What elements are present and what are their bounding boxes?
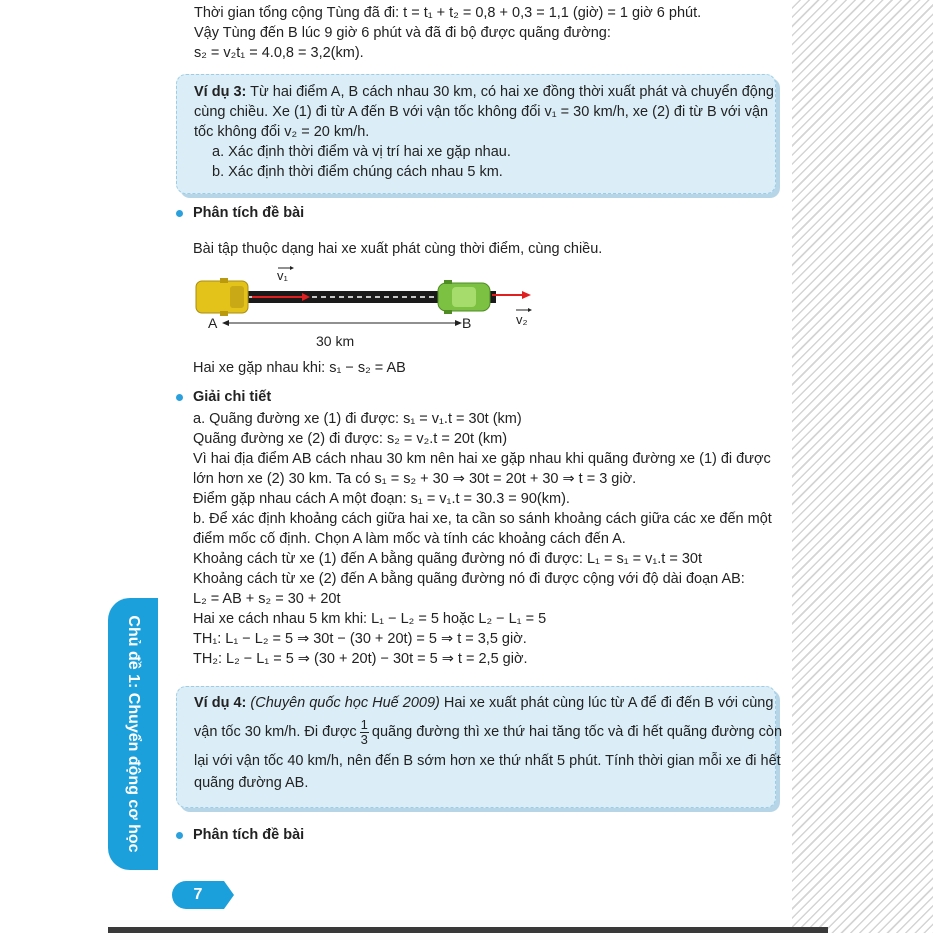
- v2-label: v₂: [516, 312, 528, 327]
- bullet-icon: [176, 394, 183, 401]
- bottom-rule: [108, 927, 828, 933]
- solution-line: Khoảng cách từ xe (2) đến A bằng quãng đường nó đi được cộng với độ dài đoạn AB:: [193, 571, 745, 587]
- v2-arrow-head: [522, 291, 531, 299]
- example-4-source: (Chuyên quốc học Huế 2009): [250, 695, 440, 711]
- section-heading: Phân tích đề bài: [193, 827, 305, 843]
- example-3-line: a. Xác định thời điểm và vị trí hai xe gặp nhau.: [212, 144, 511, 160]
- example-4-text: quãng đường thì xe thứ hai tăng tốc và đi hết quãng đường còn: [371, 724, 783, 740]
- solution-line: Điểm gặp nhau cách A một đoạn: s₁ = v₁.t = 30.3 = 90(km).: [193, 491, 570, 507]
- example-3-line: [194, 83, 774, 101]
- section-intro: Bài tập thuộc dạng hai xe xuất phát cùng thời điểm, cùng chiều.: [193, 241, 603, 257]
- solution-line: b. Để xác định khoảng cách giữa hai xe, ta cần so sánh khoảng cách giữa các xe đến một: [193, 511, 772, 527]
- section-heading: Giải chi tiết: [193, 389, 272, 405]
- example-3-line: tốc không đổi v₂ = 20 km/h.: [194, 124, 370, 140]
- solution-line: Khoảng cách từ xe (1) đến A bằng quãng đường nó đi được: L₁ = s₁ = v₁.t = 30t: [193, 551, 703, 567]
- v1-label: v₁: [277, 268, 288, 283]
- meet-condition: Hai xe gặp nhau khi: s₁ − s₂ = AB: [193, 360, 406, 376]
- solution-line: TH₂: L₂ − L₁ = 5 ⇒ (30 + 20t) − 30t = 5 ⇒ t = 2,5 giờ.: [193, 651, 528, 667]
- distance-label: 30 km: [316, 333, 355, 349]
- bullet-icon: [176, 832, 183, 839]
- label-b: B: [462, 315, 472, 331]
- solution-line: Hai xe cách nhau 5 km khi: L₁ − L₂ = 5 hoặc L₂ − L₁ = 5: [193, 611, 547, 627]
- bullet-icon: [176, 210, 183, 217]
- solution-line: TH₁: L₁ − L₂ = 5 ⇒ 30t − (30 + 20t) = 5 ⇒ t = 3,5 giờ.: [193, 631, 527, 647]
- car-2: [438, 280, 490, 314]
- page-number: 7: [172, 881, 224, 909]
- solution-line: Quãng đường xe (2) đi được: s₂ = v₂.t = 20t (km): [193, 431, 508, 447]
- solution-line: Vì hai địa điểm AB cách nhau 30 km nên hai xe gặp nhau khi quãng đường xe (1) đi được: [193, 451, 771, 467]
- fraction: [360, 718, 369, 747]
- solution-line: L₂ = AB + s₂ = 30 + 20t: [193, 591, 341, 607]
- label-a: A: [208, 315, 218, 331]
- example-4-line: [194, 694, 773, 712]
- example-4-line: lại với vận tốc 40 km/h, nên đến B sớm hơn xe thứ nhất 5 phút. Tính thời gian mỗi xe đi hết: [194, 753, 781, 769]
- text-line: s₂ = v₂t₁ = 4.0,8 = 3,2(km).: [194, 45, 364, 61]
- page-number-tab-icon: [224, 881, 236, 909]
- fraction-denominator: 3: [360, 731, 368, 747]
- example-4-text: vận tốc 30 km/h. Đi được: [194, 724, 357, 740]
- chapter-title: Chủ đề 1: Chuyển động cơ học: [125, 615, 142, 853]
- margin-hatch: [792, 0, 933, 933]
- example-4-label: Ví dụ 4:: [194, 695, 247, 711]
- text-line: Vậy Tùng đến B lúc 9 giờ 6 phút và đã đi bộ được quãng đường:: [194, 25, 611, 41]
- example-4-line: quãng đường AB.: [194, 775, 309, 791]
- example-3-line: cùng chiều. Xe (1) đi từ A đến B với vận tốc không đổi v₁ = 30 km/h, xe (2) đi từ B với vận: [194, 104, 769, 120]
- example-3-text: Từ hai điểm A, B cách nhau 30 km, có hai xe đồng thời xuất phát và chuyển động: [250, 84, 774, 100]
- solution-line: điểm mốc cố định. Chọn A làm mốc và tính các khoảng cách đến A.: [193, 531, 626, 547]
- example-3-label: Ví dụ 3:: [194, 84, 247, 100]
- solution-line: a. Quãng đường xe (1) đi được: s₁ = v₁.t = 30t (km): [193, 411, 522, 427]
- section-heading: Phân tích đề bài: [193, 205, 305, 221]
- example-3-line: b. Xác định thời điểm chúng cách nhau 5 km.: [212, 164, 503, 180]
- car-1: [196, 278, 248, 316]
- two-cars-figure: [190, 262, 540, 352]
- text-line: Thời gian tổng cộng Tùng đã đi: t = t₁ + t₂ = 0,8 + 0,3 = 1,1 (giờ) = 1 giờ 6 phút.: [194, 5, 702, 21]
- fraction-numerator: 1: [360, 716, 368, 732]
- solution-line: lớn hơn xe (2) 30 km. Ta có s₁ = s₂ + 30 ⇒ 30t = 20t + 30 ⇒ t = 3 giờ.: [193, 471, 637, 487]
- example-4-text: Hai xe xuất phát cùng lúc từ A để đi đến B với cùng: [443, 695, 774, 711]
- example-4-line: [194, 715, 782, 749]
